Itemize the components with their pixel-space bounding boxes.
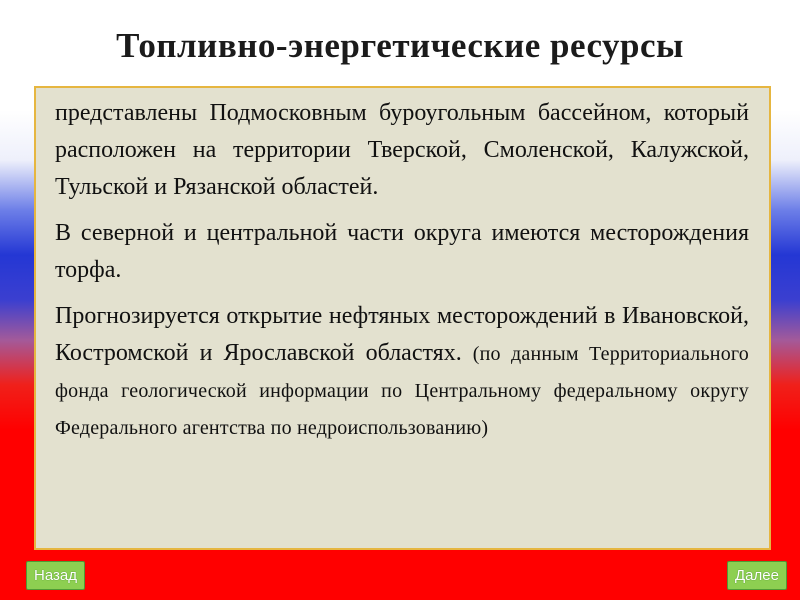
oil-forecast-text: Прогнозируется открытие нефтяных месторождений в Ивановской, Костромской и Ярославской областях. — [55, 303, 749, 366]
paragraph-peat-deposits: В северной и центральной части округа имеются месторождения торфа. — [55, 220, 749, 283]
content-box — [34, 86, 771, 550]
back-button[interactable]: Назад — [26, 561, 85, 590]
slide-title: Топливно-энергетические ресурсы — [116, 26, 684, 65]
paragraph-fuel-resources: представлены Подмосковным буроугольным бассейном, который расположен на территории Тверской, Смоленской, Калужской, Тульской и Рязанской областей. — [55, 100, 749, 200]
paragraph-oil-forecast — [55, 298, 749, 446]
next-button[interactable]: Далее — [727, 561, 787, 590]
source-note: (по данным Территориального фонда геологической информации по Центральному федеральному округу Федерального агентства по недроиспользованию) — [55, 343, 749, 439]
